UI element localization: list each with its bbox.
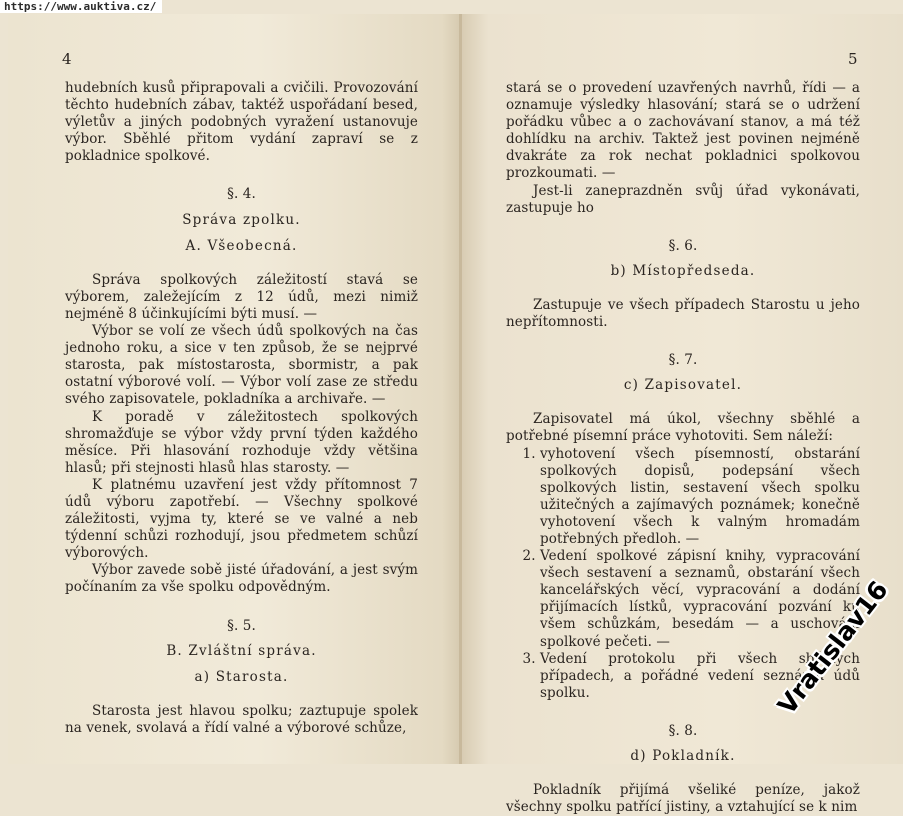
paragraph: Zapisovatel má úkol, všechny sběhlé a potřebné písemní práce vyhotoviti. Sem náleží: [506, 411, 860, 445]
section-heading: §. 6. [668, 237, 698, 254]
paragraph: stará se o provedení uzavřených navrhů, řídi — a oznamuje výsledky hlasování; stará se o udržení pořádku vůbec a o zachovávaní stanov, a má též dohlídku na archiv. Taktež jest povinen nejméně dvakráte za rok nechat pokladnici spolkovou prozkoumati. — [506, 80, 860, 182]
source-url-label: https://www.auktiva.cz/ [0, 0, 162, 13]
left-page [8, 14, 460, 764]
paragraph: Výbor zavede sobě jisté úřadování, a jest svým počínaním za vše spolku odpovědným. [65, 562, 418, 596]
section-title: B. Zvláštní správa. [166, 642, 317, 659]
watermark: Vratislav16 [772, 575, 894, 720]
paragraph: Jest-li zaneprazdněn svůj úřad vykonávati, zastupuje ho [506, 182, 860, 216]
subsection-title: b) Místopředseda. [610, 262, 756, 279]
subsection-title: a) Starosta. [194, 668, 289, 685]
paragraph: Pokladník přijímá všeliké peníze, jakož všechny spolku patřící jistiny, a vztahující se k nim [506, 782, 860, 816]
list-item: 3. Vedení protokolu při všech sběhlých případech, a pořádné vedení seznámu údů spolku. [540, 651, 860, 702]
page-number-left: 4 [62, 50, 72, 68]
paragraph: Výbor se volí ze všech údů spolkových na čas jednoho roku, a sice v ten způsob, že se nejprvé starosta, pak místostarosta, sbormistr, a pak ostatní výborové volí. — Výbor volí zase ze středu svého zapisovatele, pokladníka a archivaře. — [65, 323, 418, 408]
subsection-title: A. Všeobecná. [185, 237, 298, 254]
subsection-title: d) Pokladník. [630, 748, 736, 764]
page-number-right: 5 [848, 50, 858, 68]
paragraph: K platnému uzavření jest vždy přítomnost 7 údů výboru zapotřebí. — Všechny spolkové záležitosti, vyjma ty, které se ve valné a neb týdenní schůzi rozhodují, jsou předmetem schůzí výborových. [65, 476, 418, 562]
paragraph: Správa spolkových záležitostí stavá se výborem, zaležejícím z 12 údů, mezi nimiž nejméně 8 účinkujícími býti musí. — [65, 271, 418, 322]
paragraph: Zastupuje ve všech případech Starostu u jeho nepřítomnosti. [506, 296, 860, 331]
paragraph: hudebních kusů připrapovali a cvičili. Provozování těchto hudebních zábav, taktéž uspořádaní besed, výletův a jiných podobných vyražení ustanovuje výbor. Sběhlé přitom vydání zapraví se z pokladnice spolkové. [65, 80, 418, 165]
subsection-title: c) Zapisovatel. [623, 377, 743, 394]
section-heading: §. 7. [668, 352, 698, 369]
list-item: 1. vyhotovení všech písemností, obstarání spolkových dopisů, podepsání všech spolkových listin, sestavení všech spolku užitečných a zajímavých poznámek; konečně vyhotovení všech k valným hromadám potřebných předloh. — [540, 446, 860, 549]
left-text-column [65, 80, 418, 737]
section-heading: §. 4. [227, 186, 256, 203]
section-heading: §. 8. [668, 722, 698, 739]
list-item: 2. Vedení spolkové zápisní knihy, vypracování všech sestavení a seznamů, obstarání všech kancelářských věcí, vypracování a dodání přijímacích lístků, vypracování pozvání ku všem schůzkám, besedám — a uschování spolkové pečeti. — [540, 548, 860, 651]
section-heading: §. 5. [227, 617, 256, 634]
paragraph: K poradě v záležitostech spolkových shromažďuje se výbor vždy první týden každého měsíce. Při hlasování rozhoduje vždy většina hlasů; při stejnosti hlasů hlas starosty. — [65, 408, 418, 476]
section-title: Správa zpolku. [182, 211, 301, 228]
paragraph: Starosta jest hlavou spolku; zaztupuje spolek na venek, svolavá a řídí valné a výborové schůze, [65, 702, 418, 736]
right-text-column [506, 80, 860, 816]
